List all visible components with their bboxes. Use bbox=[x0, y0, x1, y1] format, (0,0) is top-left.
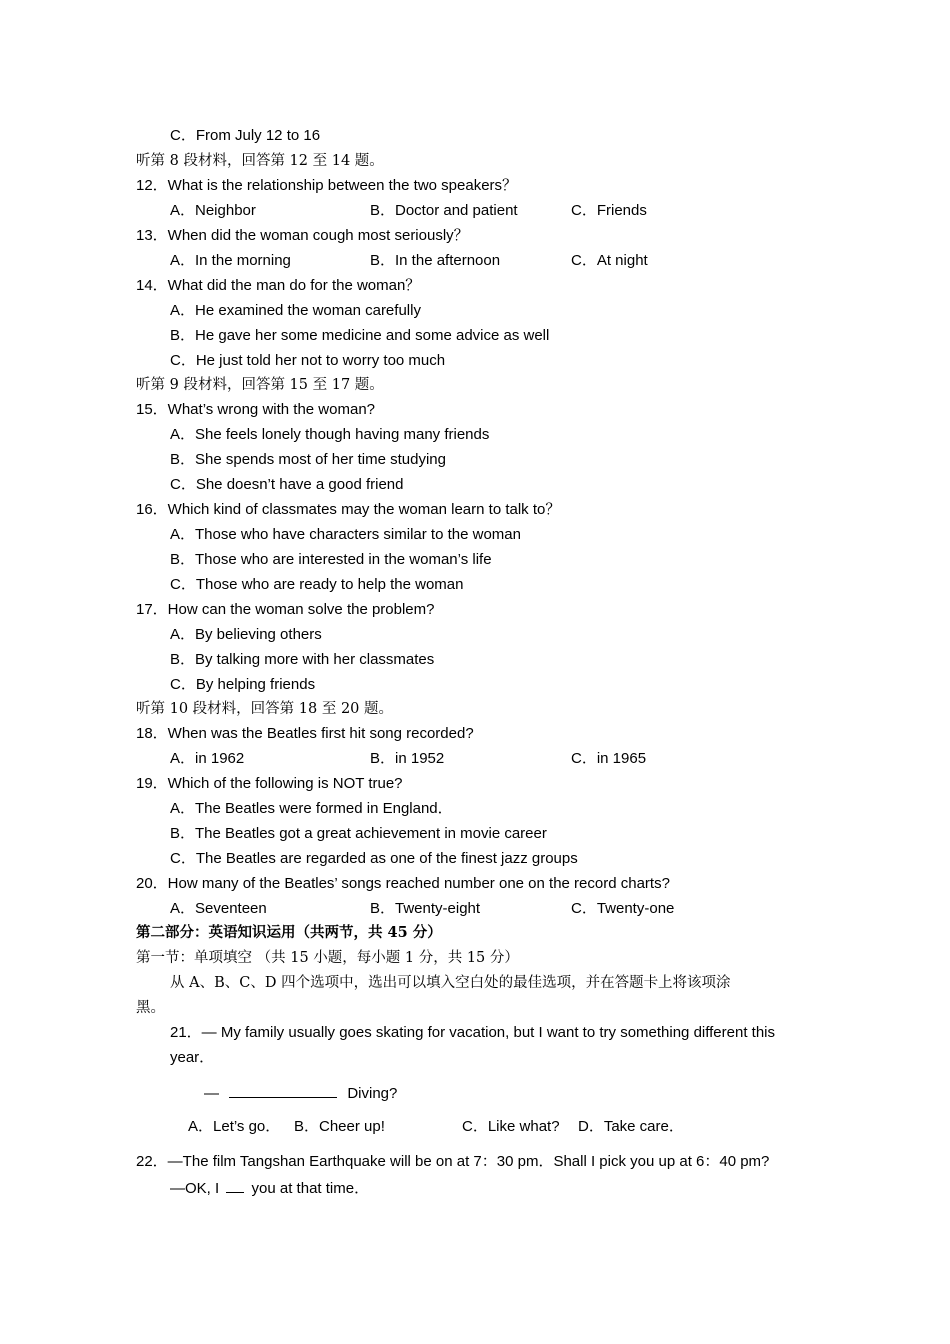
question-21-option-b: B．Cheer up! bbox=[294, 1118, 385, 1135]
answer-blank bbox=[229, 1082, 337, 1098]
question-21-option-c: C．Like what? bbox=[462, 1118, 560, 1135]
question-16-stem: 16．Which kind of classmates may the woman learn to talk to？ bbox=[136, 501, 561, 518]
reply-word: Diving? bbox=[347, 1085, 398, 1102]
question-19-option-a: A．The Beatles were formed in England． bbox=[170, 800, 453, 817]
question-19-option-c: C．The Beatles are regarded as one of the finest jazz groups bbox=[170, 850, 578, 867]
section-9-header: 听第 9 段材料，回答第 15 至 17 题。 bbox=[136, 377, 384, 393]
part-2-subsection: 第一节：单项填空 （共 15 小题，每小题 1 分，共 15 分） bbox=[136, 950, 519, 966]
part-2-title: 第二部分：英语知识运用（共两节，共 45 分） bbox=[136, 924, 442, 941]
question-12-option-a: A．Neighbor bbox=[170, 202, 256, 219]
question-17-option-b: B．By talking more with her classmates bbox=[170, 651, 435, 668]
question-15-option-b: B．She spends most of her time studying bbox=[170, 451, 446, 468]
question-21-reply bbox=[204, 1082, 397, 1104]
question-19-stem: 19．Which of the following is NOT true? bbox=[136, 775, 403, 792]
question-17-option-c: C．By helping friends bbox=[170, 676, 316, 693]
question-18-option-a: A．in 1962 bbox=[170, 750, 245, 767]
part-2-instruction: 从 A、B、C、D 四个选项中，选出可以填入空白处的最佳选项，并在答题卡上将该项涂 bbox=[170, 975, 731, 991]
question-20-stem: 20．How many of the Beatles’ songs reached number one on the record charts? bbox=[136, 875, 670, 892]
question-17-stem: 17．How can the woman solve the problem? bbox=[136, 601, 435, 618]
question-16-option-c: C．Those who are ready to help the woman bbox=[170, 576, 464, 593]
question-15-option-c: C．She doesn’t have a good friend bbox=[170, 476, 404, 493]
question-17-option-a: A．By believing others bbox=[170, 626, 322, 643]
question-16-option-a: A．Those who have characters similar to the woman bbox=[170, 526, 521, 543]
question-15-option-a: A．She feels lonely though having many friends bbox=[170, 426, 490, 443]
question-14-stem: 14．What did the man do for the woman？ bbox=[136, 277, 421, 294]
question-14-option-c: C．He just told her not to worry too much bbox=[170, 352, 446, 369]
question-18-stem: 18．When was the Beatles first hit song recorded? bbox=[136, 725, 474, 742]
question-15-stem: 15．What’s wrong with the woman? bbox=[136, 401, 376, 418]
question-13-option-b: B．In the afternoon bbox=[370, 252, 501, 269]
question-18-option-c: C．in 1965 bbox=[571, 750, 647, 767]
question-20-option-b: B．Twenty-eight bbox=[370, 900, 481, 917]
question-20-option-c: C．Twenty-one bbox=[571, 900, 675, 917]
question-13-stem: 13．When did the woman cough most seriously？ bbox=[136, 227, 469, 244]
reply-dash: — bbox=[204, 1085, 219, 1102]
answer-blank bbox=[226, 1177, 244, 1193]
reply-suffix: you at that time． bbox=[251, 1180, 370, 1197]
prev-option-c: C．From July 12 to 16 bbox=[170, 127, 321, 144]
reply-prefix: —OK, I bbox=[170, 1180, 220, 1197]
question-12-option-b: B．Doctor and patient bbox=[370, 202, 518, 219]
question-20-option-a: A．Seventeen bbox=[170, 900, 267, 917]
question-14-option-a: A．He examined the woman carefully bbox=[170, 302, 421, 319]
question-19-option-b: B．The Beatles got a great achievement in movie career bbox=[170, 825, 547, 842]
section-10-header: 听第 10 段材料，回答第 18 至 20 题。 bbox=[136, 701, 394, 717]
part-2-instruction-cont: 黑。 bbox=[136, 1000, 165, 1016]
question-13-option-c: C．At night bbox=[571, 252, 648, 269]
question-13-option-a: A．In the morning bbox=[170, 252, 291, 269]
question-22-stem: 22．—The film Tangshan Earthquake will be on at 7：30 pm．Shall I pick you up at 6：40 pm? bbox=[136, 1153, 770, 1170]
question-21-stem: 21．— My family usually goes skating for vacation, but I want to try something different this bbox=[170, 1024, 776, 1041]
question-12-option-c: C．Friends bbox=[571, 202, 647, 219]
question-12-stem: 12．What is the relationship between the two speakers？ bbox=[136, 177, 518, 194]
section-8-header: 听第 8 段材料，回答第 12 至 14 题。 bbox=[136, 153, 384, 169]
question-18-option-b: B．in 1952 bbox=[370, 750, 445, 767]
question-22-reply bbox=[170, 1177, 369, 1199]
question-16-option-b: B．Those who are interested in the woman’s life bbox=[170, 551, 492, 568]
question-21-option-a: A．Let’s go． bbox=[188, 1118, 281, 1135]
question-21-option-d: D．Take care． bbox=[578, 1118, 684, 1135]
question-14-option-b: B．He gave her some medicine and some advice as well bbox=[170, 327, 550, 344]
question-21-stem-cont: year． bbox=[170, 1049, 215, 1066]
